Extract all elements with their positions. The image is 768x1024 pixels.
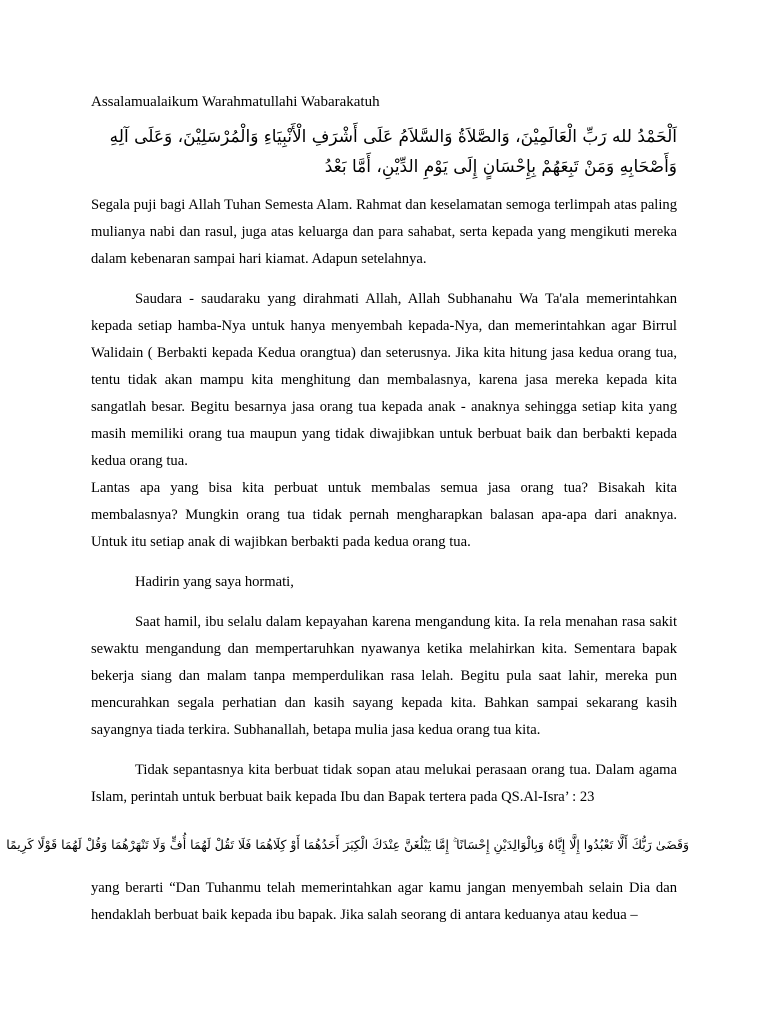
document-body <box>6 92 689 929</box>
paragraph-parents-sacrifice: Saat hamil, ibu selalu dalam kepayahan karena mengandung kita. Ia rela menahan rasa sakit sewaktu mengandung dan mempertaruhkan nyawanya ketika melahirkan kita. Sementara bapak bekerja siang dan malam tanpa memperdulikan rasa lelah. Begitu pula saat lahir, mereka pun mencurahkan segala perhatian dan kasih sayang kepada kita. Bahkan sampai sekarang kasih sayangnya tiada terkira. Subhanallah, betapa mulia jasa kedua orang tua kita. <box>91 614 677 738</box>
arabic-verse-al-isra-23: وَقَضَىٰ رَبُّكَ أَلَّا تَعْبُدُوا إِلَّا إِيَّاهُ وَبِالْوَالِدَيْنِ إِحْسَانًا ۚ إِمَّا يَبْلُغَنَّ عِنْدَكَ الْكِبَرَ أَحَدُهُمَا أَوْ كِلَاهُمَا فَلَا تَقُلْ لَهُمَا أُفٍّ وَلَا تَنْهَرْهُمَا وَقُلْ لَهُمَا قَوْلًا كَرِيمًا <box>6 837 689 852</box>
paragraph-question: Lantas apa yang bisa kita perbuat untuk membalas semua jasa orang tua? Bisakah kita membalasnya? Mungkin orang tua tidak pernah mengharapkan balasan apa-apa dari anaknya. Untuk itu setiap anak di wajibkan berbakti pada kedua orang tua. <box>91 480 677 550</box>
arabic-opening-prayer: اَلْحَمْدُ لله رَبِّ الْعَالَمِيْنَ، وَالصَّلاَةُ وَالسَّلاَمُ عَلَى أَشْرَفِ الْأَنْبِيَاءِ وَالْمُرْسَلِيْنَ، وَعَلَى آلِهِ وَأَصْحَابِهِ وَمَنْ تَبِعَهُمْ بِإِحْسَانٍ إِلَى يَوْمِ الدِّيْنِ، أَمَّا بَعْدُ <box>109 127 677 177</box>
paragraph-quran-reference: Tidak sepantasnya kita berbuat tidak sopan atau melukai perasaan orang tua. Dalam agama Islam, perintah untuk berbuat baik kepada Ibu dan Bapak tertera pada QS.Al-Isra’ : 23 <box>91 762 677 805</box>
paragraph-verse-translation: yang berarti “Dan Tuhanmu telah memerintahkan agar kamu jangan menyembah selain Dia dan hendaklah berbuat baik kepada ibu bapak. Jika salah seorang di antara keduanya atau kedua – <box>91 880 677 923</box>
greeting: Assalamualaikum Warahmatullahi Wabarakatuh <box>91 94 380 110</box>
paragraph-audience-address: Hadirin yang saya hormati, <box>135 574 294 590</box>
paragraph-opening-translation: Segala puji bagi Allah Tuhan Semesta Alam. Rahmat dan keselamatan semoga terlimpah atas paling mulianya nabi dan rasul, juga atas keluarga dan para sahabat, serta kepada yang mengikuti mereka dalam kebenaran sampai hari kiamat. Adapun setelahnya. <box>91 197 677 267</box>
paragraph-birrul-walidain: Saudara - saudaraku yang dirahmati Allah, Allah Subhanahu Wa Ta'ala memerintahkan kepada setiap hamba-Nya untuk hanya menyembah kepada-Nya, dan memerintahkan agar Birrul Walidain ( Berbakti kepada Kedua orangtua) dan seterusnya. Jika kita hitung jasa kedua orang tua, tentu tidak akan mampu kita menghitung dan membalasnya, karena jasa mereka kepada kita sangatlah besar. Begitu besarnya jasa orang tua kepada anak - anaknya sehingga setiap kita yang masih memiliki orang tua maupun yang tidak diwajibkan untuk berbuat baik dan berbakti kepada kedua orang tua. <box>91 291 677 469</box>
